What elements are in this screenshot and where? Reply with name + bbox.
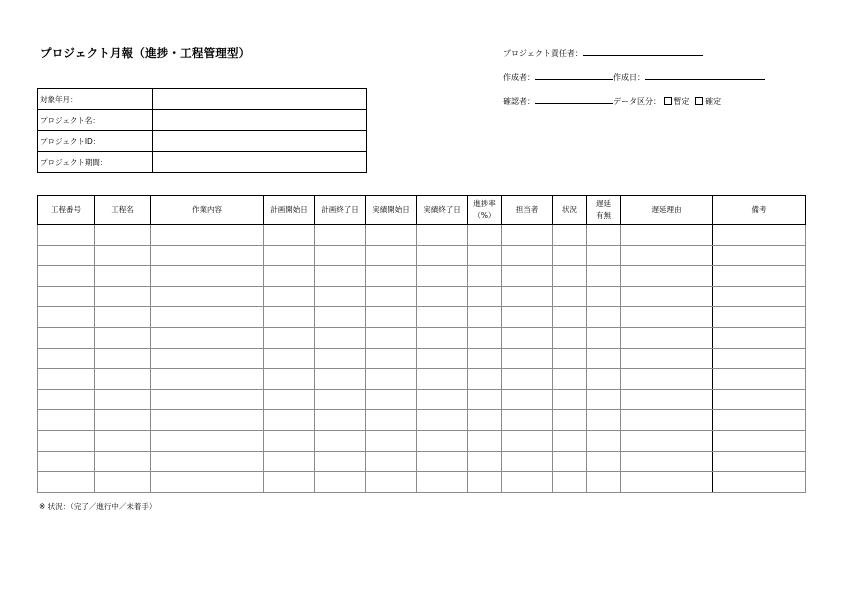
status-footnote: ※ 状況：（完了／進行中／未着手） bbox=[39, 502, 157, 511]
info-row bbox=[38, 89, 367, 110]
table-cell[interactable] bbox=[151, 286, 264, 307]
table-cell[interactable] bbox=[621, 307, 713, 328]
reviewer-input[interactable] bbox=[535, 94, 613, 104]
column-header bbox=[151, 196, 264, 225]
table-cell[interactable] bbox=[502, 327, 553, 348]
table-cell[interactable] bbox=[264, 286, 315, 307]
page-title: プロジェクト月報（進捗・工程管理型） bbox=[40, 46, 251, 60]
table-cell[interactable] bbox=[553, 225, 587, 246]
table-cell[interactable] bbox=[95, 410, 151, 431]
manager-label: プロジェクト責任者： bbox=[503, 49, 583, 58]
table-row bbox=[38, 348, 806, 369]
table-cell[interactable] bbox=[366, 430, 417, 451]
table-cell[interactable] bbox=[468, 245, 502, 266]
table-cell[interactable] bbox=[151, 245, 264, 266]
table-cell[interactable] bbox=[264, 410, 315, 431]
table-cell[interactable] bbox=[621, 410, 713, 431]
column-header-text: 実績開始日 bbox=[372, 205, 410, 214]
info-row bbox=[38, 131, 367, 152]
table-cell[interactable] bbox=[315, 410, 366, 431]
table-cell[interactable] bbox=[587, 286, 621, 307]
table-cell[interactable] bbox=[264, 430, 315, 451]
table-cell[interactable] bbox=[417, 430, 468, 451]
table-cell[interactable] bbox=[553, 286, 587, 307]
table-cell[interactable] bbox=[468, 472, 502, 493]
table-cell[interactable] bbox=[38, 266, 95, 287]
table-cell[interactable] bbox=[502, 245, 553, 266]
table-cell[interactable] bbox=[417, 389, 468, 410]
author-input[interactable] bbox=[535, 70, 613, 80]
table-cell[interactable] bbox=[151, 266, 264, 287]
table-cell[interactable] bbox=[417, 472, 468, 493]
table-cell[interactable] bbox=[713, 451, 806, 472]
table-cell[interactable] bbox=[587, 369, 621, 390]
table-cell[interactable] bbox=[468, 389, 502, 410]
author-date-field bbox=[503, 70, 765, 83]
table-cell[interactable] bbox=[417, 410, 468, 431]
table-cell[interactable] bbox=[151, 410, 264, 431]
table-cell[interactable] bbox=[587, 472, 621, 493]
table-cell[interactable] bbox=[151, 472, 264, 493]
table-cell[interactable] bbox=[95, 369, 151, 390]
table-cell[interactable] bbox=[587, 451, 621, 472]
table-cell[interactable] bbox=[621, 245, 713, 266]
checkbox-provisional[interactable] bbox=[664, 97, 672, 105]
table-cell[interactable] bbox=[553, 266, 587, 287]
table-cell[interactable] bbox=[553, 307, 587, 328]
table-cell[interactable] bbox=[713, 225, 806, 246]
table-cell[interactable] bbox=[38, 369, 95, 390]
column-header-text: 計画終了日 bbox=[321, 205, 359, 214]
table-row bbox=[38, 430, 806, 451]
table-cell[interactable] bbox=[264, 225, 315, 246]
table-cell[interactable] bbox=[151, 430, 264, 451]
table-cell[interactable] bbox=[587, 410, 621, 431]
table-cell[interactable] bbox=[151, 389, 264, 410]
table-row bbox=[38, 327, 806, 348]
column-header bbox=[95, 196, 151, 225]
table-cell[interactable] bbox=[264, 307, 315, 328]
table-cell[interactable] bbox=[95, 307, 151, 328]
info-row bbox=[38, 110, 367, 131]
table-cell[interactable] bbox=[366, 327, 417, 348]
table-cell[interactable] bbox=[713, 327, 806, 348]
table-row bbox=[38, 389, 806, 410]
column-header bbox=[713, 196, 806, 225]
table-cell[interactable] bbox=[151, 451, 264, 472]
table-cell[interactable] bbox=[587, 266, 621, 287]
table-cell[interactable] bbox=[587, 348, 621, 369]
table-cell[interactable] bbox=[151, 348, 264, 369]
table-cell[interactable] bbox=[315, 430, 366, 451]
info-value[interactable] bbox=[153, 110, 367, 131]
table-cell[interactable] bbox=[621, 225, 713, 246]
column-header-text: 担当者 bbox=[515, 205, 539, 214]
table-row bbox=[38, 369, 806, 390]
table-cell[interactable] bbox=[264, 369, 315, 390]
table-cell[interactable] bbox=[417, 266, 468, 287]
table-cell[interactable] bbox=[553, 245, 587, 266]
table-cell[interactable] bbox=[621, 430, 713, 451]
table-cell[interactable] bbox=[502, 225, 553, 246]
table-cell[interactable] bbox=[315, 472, 366, 493]
table-cell[interactable] bbox=[468, 327, 502, 348]
table-cell[interactable] bbox=[587, 307, 621, 328]
table-cell[interactable] bbox=[417, 348, 468, 369]
column-header bbox=[553, 196, 587, 225]
table-cell[interactable] bbox=[587, 327, 621, 348]
column-header bbox=[468, 196, 502, 225]
table-cell[interactable] bbox=[587, 430, 621, 451]
table-cell[interactable] bbox=[151, 327, 264, 348]
table-cell[interactable] bbox=[38, 286, 95, 307]
table-cell[interactable] bbox=[417, 369, 468, 390]
table-cell[interactable] bbox=[38, 451, 95, 472]
project-info-table bbox=[37, 88, 367, 173]
table-cell[interactable] bbox=[502, 266, 553, 287]
column-header-text: 有無 bbox=[596, 211, 611, 220]
table-cell[interactable] bbox=[95, 266, 151, 287]
column-header-text: （%） bbox=[473, 211, 496, 220]
table-cell[interactable] bbox=[502, 451, 553, 472]
info-row bbox=[38, 152, 367, 173]
column-header bbox=[38, 196, 95, 225]
table-cell[interactable] bbox=[468, 348, 502, 369]
reviewer-category-field bbox=[503, 94, 721, 107]
table-cell[interactable] bbox=[38, 245, 95, 266]
table-cell[interactable] bbox=[553, 472, 587, 493]
table-cell[interactable] bbox=[502, 369, 553, 390]
table-row bbox=[38, 451, 806, 472]
table-cell[interactable] bbox=[264, 348, 315, 369]
table-cell[interactable] bbox=[95, 327, 151, 348]
table-cell[interactable] bbox=[713, 266, 806, 287]
info-value[interactable] bbox=[153, 152, 367, 173]
table-cell[interactable] bbox=[366, 245, 417, 266]
table-cell[interactable] bbox=[553, 389, 587, 410]
table-cell[interactable] bbox=[151, 369, 264, 390]
table-cell[interactable] bbox=[151, 225, 264, 246]
table-cell[interactable] bbox=[621, 451, 713, 472]
table-cell[interactable] bbox=[38, 307, 95, 328]
table-cell[interactable] bbox=[502, 348, 553, 369]
info-value[interactable] bbox=[153, 89, 367, 110]
table-cell[interactable] bbox=[95, 472, 151, 493]
table-cell[interactable] bbox=[713, 286, 806, 307]
table-cell[interactable] bbox=[264, 389, 315, 410]
table-cell[interactable] bbox=[417, 307, 468, 328]
table-cell[interactable] bbox=[38, 348, 95, 369]
table-cell[interactable] bbox=[468, 307, 502, 328]
column-header bbox=[502, 196, 553, 225]
table-cell[interactable] bbox=[151, 307, 264, 328]
table-cell[interactable] bbox=[713, 472, 806, 493]
table-cell[interactable] bbox=[587, 389, 621, 410]
progress-table bbox=[37, 195, 806, 493]
table-row bbox=[38, 472, 806, 493]
column-header bbox=[264, 196, 315, 225]
table-cell[interactable] bbox=[417, 451, 468, 472]
column-header-text: 備考 bbox=[751, 205, 767, 214]
table-cell[interactable] bbox=[468, 286, 502, 307]
category-label: データ区分： bbox=[613, 97, 661, 106]
column-header bbox=[621, 196, 713, 225]
table-cell[interactable] bbox=[315, 389, 366, 410]
manager-input[interactable] bbox=[583, 46, 703, 56]
table-cell[interactable] bbox=[366, 266, 417, 287]
table-cell[interactable] bbox=[264, 245, 315, 266]
table-cell[interactable] bbox=[95, 451, 151, 472]
table-cell[interactable] bbox=[264, 472, 315, 493]
table-cell[interactable] bbox=[417, 245, 468, 266]
column-header-text: 工程番号 bbox=[51, 205, 81, 214]
table-cell[interactable] bbox=[621, 286, 713, 307]
table-cell[interactable] bbox=[417, 286, 468, 307]
table-cell[interactable] bbox=[621, 348, 713, 369]
table-cell[interactable] bbox=[713, 348, 806, 369]
column-header bbox=[417, 196, 468, 225]
column-header-text: 状況 bbox=[562, 205, 577, 214]
table-cell[interactable] bbox=[587, 225, 621, 246]
table-cell[interactable] bbox=[38, 430, 95, 451]
table-cell[interactable] bbox=[315, 286, 366, 307]
table-cell[interactable] bbox=[502, 410, 553, 431]
column-header-text: 遅延理由 bbox=[651, 205, 682, 214]
table-cell[interactable] bbox=[366, 225, 417, 246]
table-cell[interactable] bbox=[95, 348, 151, 369]
table-cell[interactable] bbox=[366, 369, 417, 390]
table-cell[interactable] bbox=[468, 225, 502, 246]
info-label: プロジェクト名： bbox=[38, 110, 153, 131]
table-cell[interactable] bbox=[366, 451, 417, 472]
table-cell[interactable] bbox=[315, 327, 366, 348]
table-cell[interactable] bbox=[366, 307, 417, 328]
table-cell[interactable] bbox=[417, 225, 468, 246]
column-header-text: 実績終了日 bbox=[423, 205, 461, 214]
table-cell[interactable] bbox=[553, 369, 587, 390]
table-cell[interactable] bbox=[315, 225, 366, 246]
column-header-text: 工程名 bbox=[111, 205, 134, 214]
column-header bbox=[366, 196, 417, 225]
info-label: 対象年月： bbox=[38, 89, 153, 110]
table-cell[interactable] bbox=[315, 369, 366, 390]
table-cell[interactable] bbox=[38, 410, 95, 431]
reviewer-label: 確認者： bbox=[503, 97, 535, 106]
table-cell[interactable] bbox=[621, 389, 713, 410]
table-cell[interactable] bbox=[553, 327, 587, 348]
table-cell[interactable] bbox=[95, 286, 151, 307]
table-cell[interactable] bbox=[95, 245, 151, 266]
info-label: プロジェクト期間： bbox=[38, 152, 153, 173]
table-cell[interactable] bbox=[264, 266, 315, 287]
column-header-text: 進捗率 bbox=[473, 199, 496, 208]
table-cell[interactable] bbox=[315, 348, 366, 369]
table-cell[interactable] bbox=[502, 286, 553, 307]
table-cell[interactable] bbox=[713, 430, 806, 451]
table-cell[interactable] bbox=[621, 472, 713, 493]
table-cell[interactable] bbox=[315, 245, 366, 266]
table-cell[interactable] bbox=[502, 430, 553, 451]
table-cell[interactable] bbox=[502, 389, 553, 410]
table-cell[interactable] bbox=[366, 410, 417, 431]
date-input[interactable] bbox=[645, 70, 765, 80]
option-provisional: 暫定 bbox=[673, 97, 690, 106]
table-cell[interactable] bbox=[468, 410, 502, 431]
table-cell[interactable] bbox=[713, 245, 806, 266]
table-cell[interactable] bbox=[468, 451, 502, 472]
table-cell[interactable] bbox=[38, 389, 95, 410]
info-label: プロジェクトID： bbox=[38, 131, 153, 152]
column-header-text: 作業内容 bbox=[192, 205, 222, 214]
table-cell[interactable] bbox=[553, 348, 587, 369]
table-row bbox=[38, 410, 806, 431]
checkbox-confirmed[interactable] bbox=[695, 97, 703, 105]
table-cell[interactable] bbox=[366, 472, 417, 493]
table-cell[interactable] bbox=[587, 245, 621, 266]
manager-field bbox=[503, 46, 703, 59]
table-cell[interactable] bbox=[417, 327, 468, 348]
table-cell[interactable] bbox=[713, 307, 806, 328]
table-cell[interactable] bbox=[621, 327, 713, 348]
table-cell[interactable] bbox=[366, 286, 417, 307]
table-cell[interactable] bbox=[553, 410, 587, 431]
table-header-row bbox=[38, 196, 806, 225]
table-cell[interactable] bbox=[502, 472, 553, 493]
table-cell[interactable] bbox=[621, 369, 713, 390]
table-cell[interactable] bbox=[264, 451, 315, 472]
date-label: 作成日： bbox=[613, 73, 645, 82]
table-row bbox=[38, 225, 806, 246]
table-cell[interactable] bbox=[315, 307, 366, 328]
table-row bbox=[38, 286, 806, 307]
table-cell[interactable] bbox=[366, 389, 417, 410]
table-cell[interactable] bbox=[621, 266, 713, 287]
column-header bbox=[315, 196, 366, 225]
table-cell[interactable] bbox=[713, 389, 806, 410]
column-header-text: 計画開始日 bbox=[270, 205, 308, 214]
table-cell[interactable] bbox=[713, 410, 806, 431]
table-cell[interactable] bbox=[502, 307, 553, 328]
table-cell[interactable] bbox=[95, 225, 151, 246]
table-cell[interactable] bbox=[713, 369, 806, 390]
option-confirmed: 確定 bbox=[705, 97, 722, 106]
table-cell[interactable] bbox=[468, 430, 502, 451]
table-cell[interactable] bbox=[38, 225, 95, 246]
table-row bbox=[38, 307, 806, 328]
table-cell[interactable] bbox=[315, 451, 366, 472]
table-cell[interactable] bbox=[366, 348, 417, 369]
info-value[interactable] bbox=[153, 131, 367, 152]
table-cell[interactable] bbox=[264, 327, 315, 348]
table-cell[interactable] bbox=[95, 430, 151, 451]
table-row bbox=[38, 245, 806, 266]
table-cell[interactable] bbox=[38, 327, 95, 348]
table-cell[interactable] bbox=[468, 266, 502, 287]
column-header bbox=[587, 196, 621, 225]
column-header-text: 遅延 bbox=[596, 199, 611, 208]
table-cell[interactable] bbox=[553, 451, 587, 472]
author-label: 作成者： bbox=[503, 73, 535, 82]
table-row bbox=[38, 266, 806, 287]
table-cell[interactable] bbox=[553, 430, 587, 451]
table-cell[interactable] bbox=[315, 266, 366, 287]
table-cell[interactable] bbox=[95, 389, 151, 410]
table-cell[interactable] bbox=[468, 369, 502, 390]
table-cell[interactable] bbox=[38, 472, 95, 493]
